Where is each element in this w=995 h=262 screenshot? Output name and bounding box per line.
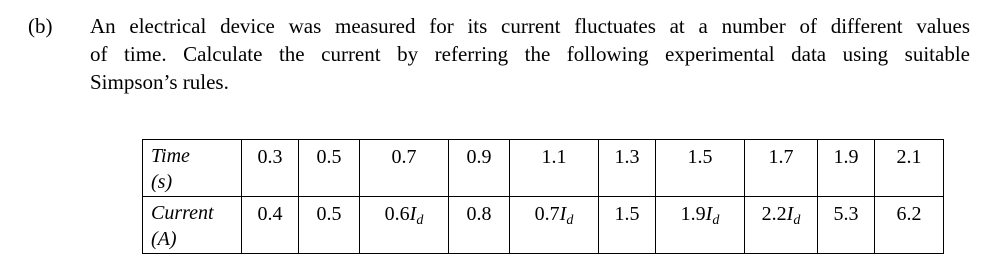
time-value: 0.9 [466, 146, 492, 168]
current-subscript: d [793, 213, 801, 228]
current-header-unit: (A) [151, 228, 177, 250]
current-coefficient: 0.7 [534, 203, 560, 225]
question-line-3: Simpson’s rules. [90, 70, 229, 94]
current-cell [299, 197, 360, 254]
time-value: 1.1 [541, 146, 567, 168]
current-coefficient: 1.5 [614, 203, 640, 225]
time-header-label: Time [151, 145, 190, 167]
current-variable: I [786, 203, 794, 225]
question-line-2: of time. Calculate the current by referring the following experimental data using suitable [90, 42, 970, 66]
current-cell [745, 197, 818, 254]
current-coefficient: 6.2 [896, 203, 922, 225]
current-subscript: d [566, 213, 574, 228]
time-cell [242, 140, 299, 197]
current-cell [599, 197, 656, 254]
time-cell [656, 140, 745, 197]
time-value: 1.3 [614, 146, 640, 168]
current-coefficient: 2.2 [761, 203, 787, 225]
question-label: (b) [28, 14, 53, 38]
data-table [142, 139, 944, 254]
current-coefficient: 0.6 [384, 203, 410, 225]
time-value: 0.3 [257, 146, 283, 168]
current-subscript: d [416, 213, 424, 228]
time-cell [818, 140, 875, 197]
question-text [90, 12, 970, 96]
time-cell [360, 140, 449, 197]
time-cell [449, 140, 510, 197]
current-cell [818, 197, 875, 254]
time-cell [599, 140, 656, 197]
time-cell [875, 140, 944, 197]
current-variable: I [559, 203, 567, 225]
time-cell [299, 140, 360, 197]
current-variable: I [705, 203, 713, 225]
time-header-unit: (s) [151, 171, 173, 193]
time-value: 0.5 [316, 146, 342, 168]
question-line-1: An electrical device was measured for its current fluctuates at a number of different values [90, 14, 970, 38]
time-cell [745, 140, 818, 197]
current-row [143, 197, 944, 254]
time-value: 2.1 [896, 146, 922, 168]
current-cell [449, 197, 510, 254]
current-cell [875, 197, 944, 254]
time-value: 1.9 [833, 146, 859, 168]
current-variable: I [409, 203, 417, 225]
time-value: 1.7 [768, 146, 794, 168]
current-cell [656, 197, 745, 254]
current-subscript: d [712, 213, 720, 228]
time-cell [510, 140, 599, 197]
time-row [143, 140, 944, 197]
time-value: 1.5 [687, 146, 713, 168]
time-header [143, 140, 242, 197]
current-coefficient: 1.9 [680, 203, 706, 225]
current-cell [360, 197, 449, 254]
current-coefficient: 5.3 [833, 203, 859, 225]
current-coefficient: 0.8 [466, 203, 492, 225]
current-cell [242, 197, 299, 254]
time-value: 0.7 [391, 146, 417, 168]
current-header-label: Current [151, 202, 214, 224]
current-cell [510, 197, 599, 254]
current-header [143, 197, 242, 254]
current-coefficient: 0.4 [257, 203, 283, 225]
current-coefficient: 0.5 [316, 203, 342, 225]
